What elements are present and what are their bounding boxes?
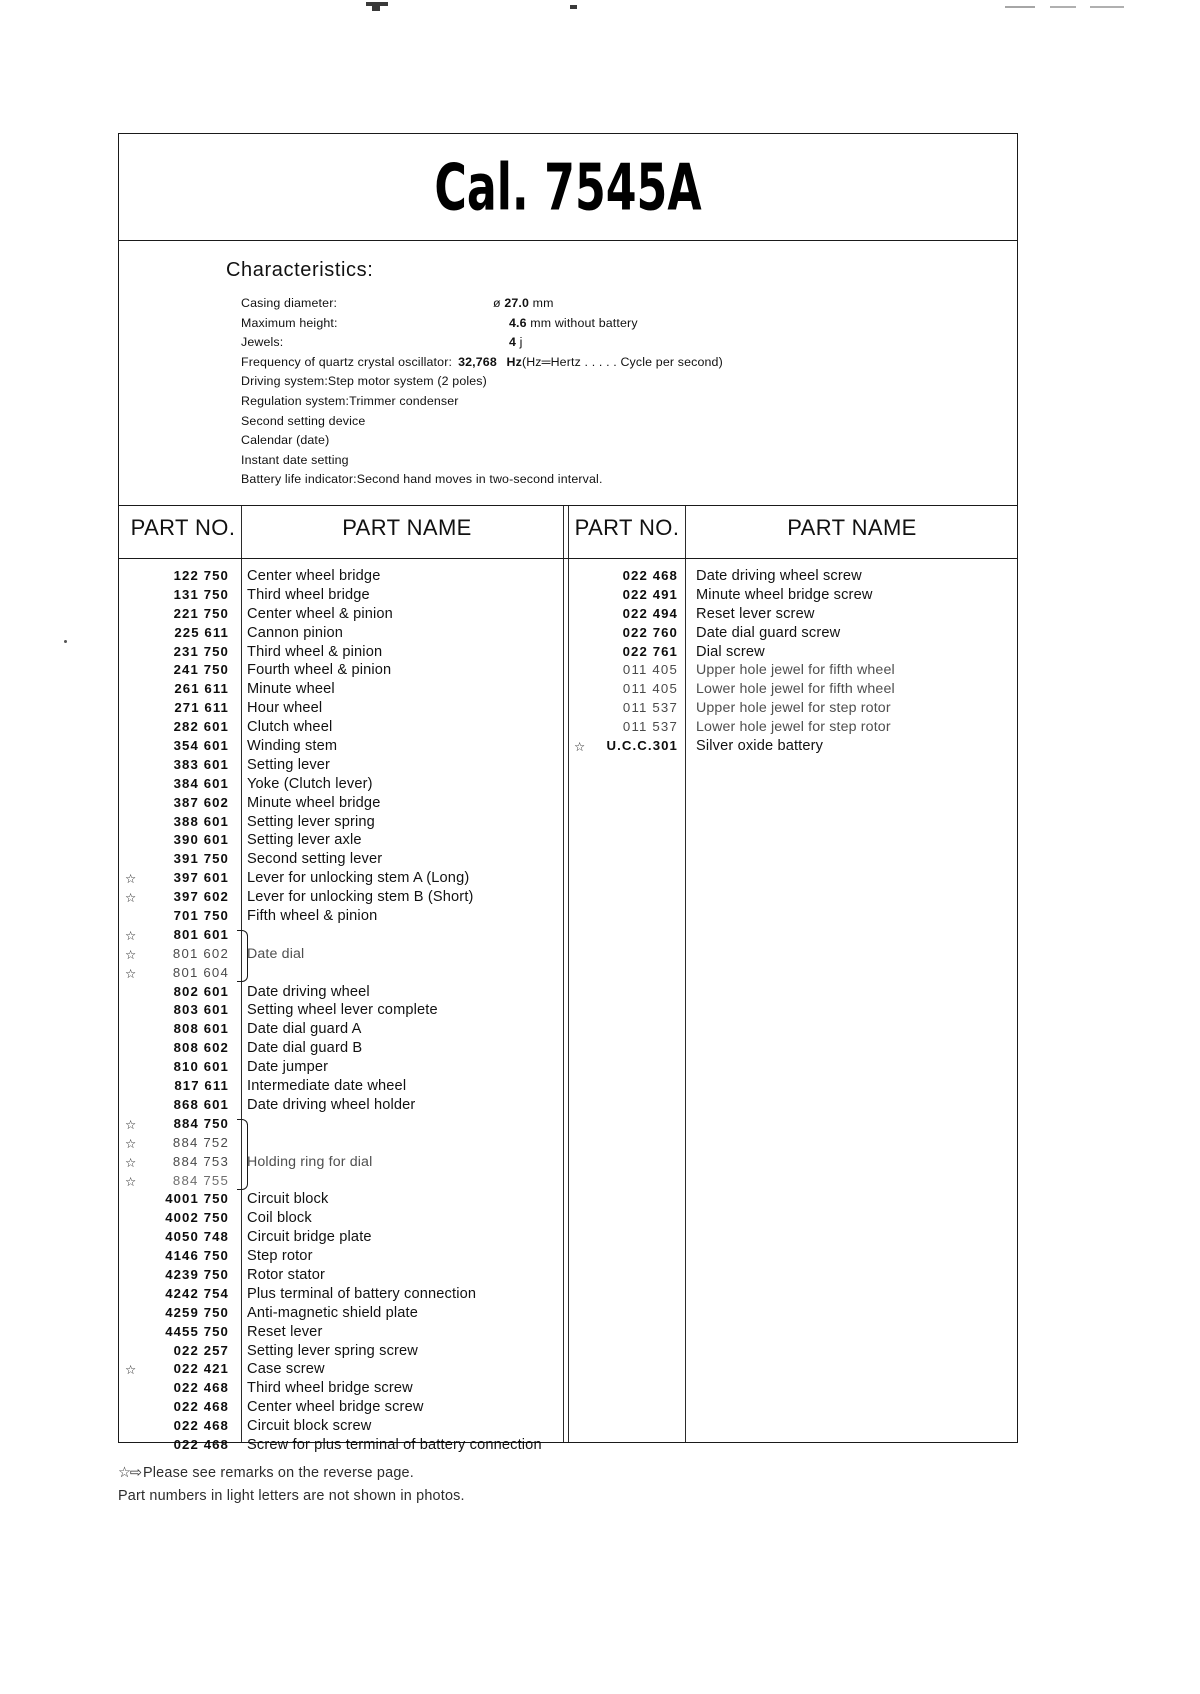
part-number: 701 750 [173, 908, 229, 924]
characteristic-row [241, 472, 981, 492]
part-number: 022 421 [173, 1361, 229, 1377]
part-name: Minute wheel bridge [247, 794, 381, 811]
star-icon: ☆ [125, 966, 137, 981]
characteristic-row [241, 433, 981, 453]
part-number: 810 601 [173, 1059, 229, 1075]
part-name: Date dial guard screw [696, 624, 841, 641]
part-number: 131 750 [173, 586, 229, 602]
part-number: 817 611 [174, 1078, 229, 1094]
parts-table [119, 506, 1017, 1453]
part-name: Second setting lever [247, 851, 383, 868]
star-icon: ☆ [125, 872, 137, 887]
parts-column-left [119, 568, 563, 1456]
table-row [119, 738, 563, 757]
characteristic-label: Driving system:Step motor system (2 poles) [241, 374, 487, 389]
characteristic-unit: Hz [506, 354, 522, 369]
characteristic-number: 4.6 [509, 315, 527, 330]
table-row [119, 1078, 563, 1097]
characteristic-label: Jewels: [241, 335, 284, 350]
characteristic-label: Instant date setting [241, 452, 349, 467]
part-name: Dial screw [696, 643, 765, 660]
part-name: Anti-magnetic shield plate [247, 1304, 419, 1321]
table-row [568, 738, 1013, 757]
part-number: 384 601 [173, 775, 229, 791]
table-row [119, 1097, 563, 1116]
table-row [119, 719, 563, 738]
part-number: 4001 750 [165, 1191, 229, 1207]
footer-notes [118, 1462, 878, 1508]
characteristic-row [241, 335, 981, 355]
part-name: Yoke (Clutch lever) [247, 775, 373, 792]
part-number: 868 601 [173, 1096, 229, 1112]
table-row [119, 1173, 563, 1192]
part-name: Center wheel & pinion [247, 605, 393, 622]
part-number: 801 604 [172, 964, 229, 980]
characteristic-label: Battery life indicator:Second hand moves in two-second interval. [241, 472, 603, 487]
part-number: 4242 754 [165, 1285, 229, 1301]
part-name: Date dial guard B [247, 1040, 363, 1057]
scan-artifact-top-5 [1050, 6, 1076, 8]
table-row [568, 644, 1013, 663]
part-name: Setting wheel lever complete [247, 1002, 438, 1019]
star-icon: ☆ [125, 1174, 137, 1189]
part-name: Plus terminal of battery connection [247, 1285, 477, 1302]
part-number: 4259 750 [165, 1304, 229, 1320]
table-row [119, 1418, 563, 1437]
part-name: Date driving wheel screw [696, 568, 862, 584]
part-name: Date driving wheel holder [247, 1096, 416, 1113]
part-number: U.C.C.301 [606, 738, 678, 754]
characteristic-note: without battery [554, 315, 638, 330]
star-icon: ☆ [125, 1363, 137, 1378]
characteristic-unit: j [519, 335, 523, 350]
part-name: Step rotor [247, 1248, 313, 1265]
part-name: Reset lever screw [696, 605, 815, 622]
part-number: 387 602 [173, 794, 229, 810]
header-part-no-left: PART NO. [130, 515, 236, 540]
characteristics-heading: Characteristics: [226, 259, 374, 281]
part-number: 122 750 [173, 568, 229, 583]
part-name: Silver oxide battery [696, 738, 824, 755]
table-row [568, 568, 1013, 587]
part-number: 397 602 [173, 889, 229, 905]
scan-artifact-margin-dot [64, 640, 67, 643]
table-row [119, 927, 563, 946]
table-row [119, 1248, 563, 1267]
table-row [119, 814, 563, 833]
star-icon: ☆ [125, 891, 137, 906]
table-row [119, 1021, 563, 1040]
characteristic-unit: mm [532, 296, 554, 310]
part-name: Minute wheel [247, 681, 335, 698]
characteristic-number: 27.0 [504, 296, 530, 310]
table-row [119, 662, 563, 681]
part-number: 011 537 [622, 719, 678, 735]
table-row [119, 681, 563, 700]
characteristic-label: Regulation system:Trimmer condenser [241, 393, 459, 408]
table-row [119, 1210, 563, 1229]
table-row [568, 606, 1013, 625]
characteristic-value [509, 335, 523, 349]
part-name: Clutch wheel [247, 719, 333, 736]
table-row [119, 1380, 563, 1399]
table-row [568, 662, 1013, 681]
part-number: 383 601 [173, 756, 229, 772]
diameter-symbol: ø [493, 296, 501, 310]
table-row [119, 606, 563, 625]
table-row [119, 832, 563, 851]
part-number: 022 468 [173, 1418, 229, 1434]
characteristic-row [241, 296, 981, 316]
part-number: 884 752 [172, 1134, 229, 1150]
part-number: 011 405 [622, 681, 678, 697]
table-header-row [119, 506, 1017, 559]
table-row [119, 1040, 563, 1059]
star-icon: ☆ [125, 928, 137, 943]
part-name: Date dial [247, 945, 305, 962]
part-name: Date driving wheel [247, 983, 370, 1000]
part-number: 801 602 [172, 945, 229, 961]
table-row [119, 870, 563, 889]
part-number: 884 755 [172, 1172, 229, 1188]
table-row [119, 1154, 563, 1173]
footer-note-1-text: Please see remarks on the reverse page. [142, 1465, 414, 1481]
characteristic-label: Calendar (date) [241, 433, 330, 448]
table-row [119, 644, 563, 663]
star-icon: ☆ [125, 947, 137, 962]
table-row [119, 1305, 563, 1324]
characteristic-unit: mm [530, 315, 552, 330]
part-name: Fourth wheel & pinion [247, 662, 392, 679]
part-name: Rotor stator [247, 1266, 326, 1283]
characteristic-label: Maximum height: [241, 315, 338, 330]
table-row [119, 1267, 563, 1286]
header-part-no-right: PART NO. [574, 515, 680, 540]
characteristic-row [241, 414, 981, 434]
part-name: Winding stem [247, 738, 338, 755]
part-name: Screw for plus terminal of battery connection [247, 1436, 542, 1453]
part-number: 4239 750 [165, 1266, 229, 1282]
footer-note-2: Part numbers in light letters are not shown in photos. [118, 1488, 465, 1504]
part-name: Setting lever [247, 756, 331, 773]
table-row [119, 568, 563, 587]
part-number: 261 611 [174, 681, 229, 697]
table-body [119, 558, 1017, 1453]
part-name: Holding ring for dial [247, 1153, 373, 1170]
part-number: 390 601 [173, 832, 229, 848]
part-number: 022 494 [622, 605, 678, 621]
part-number: 884 753 [172, 1153, 229, 1169]
part-name: Setting lever axle [247, 832, 362, 849]
table-row [119, 587, 563, 606]
part-number: 801 601 [173, 926, 229, 942]
part-number: 221 750 [173, 605, 229, 621]
characteristic-row [241, 355, 981, 375]
part-number: 225 611 [174, 624, 229, 640]
part-number: 802 601 [173, 983, 229, 999]
part-name: Circuit block [247, 1191, 329, 1208]
part-name: Date dial guard A [247, 1021, 362, 1038]
characteristic-row [241, 316, 981, 336]
part-number: 271 611 [174, 700, 229, 716]
characteristic-row [241, 453, 981, 473]
part-number: 397 601 [173, 870, 229, 886]
table-row [119, 625, 563, 644]
table-row [119, 1191, 563, 1210]
scan-artifact-top-2 [372, 6, 380, 11]
part-name: Intermediate date wheel [247, 1078, 407, 1095]
table-row [119, 1059, 563, 1078]
table-row [568, 681, 1013, 700]
table-row [119, 1437, 563, 1456]
characteristic-label: Second setting device [241, 413, 366, 428]
table-row [119, 1361, 563, 1380]
table-row [119, 889, 563, 908]
table-row [119, 700, 563, 719]
part-name: Lower hole jewel for step rotor [696, 719, 891, 736]
characteristics-list [241, 296, 981, 492]
part-name: Fifth wheel & pinion [247, 908, 378, 925]
part-name: Case screw [247, 1361, 325, 1378]
table-row [568, 700, 1013, 719]
part-number: 022 761 [622, 643, 678, 659]
part-name: Lower hole jewel for fifth wheel [696, 681, 895, 698]
table-row [119, 1135, 563, 1154]
part-name: Circuit block screw [247, 1418, 372, 1435]
header-part-name-left: PART NAME [342, 515, 472, 540]
scan-artifact-top-3 [570, 5, 577, 9]
part-name: Lever for unlocking stem A (Long) [247, 870, 470, 887]
part-number: 388 601 [173, 813, 229, 829]
table-row [119, 851, 563, 870]
characteristic-note: (Hz═Hertz . . . . . Cycle per second) [521, 354, 723, 369]
star-icon: ☆ [125, 1117, 137, 1132]
part-number: 884 750 [173, 1115, 229, 1131]
table-row [119, 1399, 563, 1418]
table-row [568, 587, 1013, 606]
parts-column-right [568, 568, 1013, 757]
part-name: Center wheel bridge [247, 568, 381, 584]
part-name: Third wheel & pinion [247, 643, 383, 660]
table-row [568, 625, 1013, 644]
table-row [119, 965, 563, 984]
table-row [119, 1324, 563, 1343]
part-number: 022 468 [173, 1399, 229, 1415]
part-number: 803 601 [173, 1002, 229, 1018]
part-name: Cannon pinion [247, 624, 344, 641]
part-name: Minute wheel bridge screw [696, 586, 873, 603]
characteristic-value [493, 296, 554, 310]
star-icon: ☆ [125, 1155, 137, 1170]
part-number: 4002 750 [165, 1210, 229, 1226]
part-number: 022 760 [622, 624, 678, 640]
part-name: Date jumper [247, 1059, 329, 1076]
part-number: 808 601 [173, 1021, 229, 1037]
title-band [119, 134, 1017, 241]
part-name: Third wheel bridge [247, 586, 370, 603]
star-arrow-icon: ☆⇨ [118, 1465, 141, 1481]
part-number: 022 257 [173, 1342, 229, 1358]
table-row [119, 1286, 563, 1305]
part-number: 011 405 [622, 662, 678, 678]
table-row [119, 1116, 563, 1135]
table-row [119, 795, 563, 814]
scan-artifact-top-6 [1090, 6, 1124, 8]
part-name: Setting lever spring [247, 813, 375, 830]
part-name: Center wheel bridge screw [247, 1399, 424, 1416]
part-number: 231 750 [173, 643, 229, 659]
part-number: 241 750 [173, 662, 229, 678]
header-part-name-right: PART NAME [787, 515, 917, 540]
characteristics-section [119, 241, 1017, 506]
characteristic-value [509, 316, 638, 330]
part-name: Lever for unlocking stem B (Short) [247, 889, 474, 906]
part-number: 011 537 [622, 700, 678, 716]
part-number: 808 602 [173, 1040, 229, 1056]
characteristic-number: 32,768 [458, 354, 497, 369]
table-row [119, 776, 563, 795]
part-name: Hour wheel [247, 700, 323, 717]
part-name: Circuit bridge plate [247, 1229, 372, 1246]
table-row [119, 984, 563, 1003]
part-number: 022 468 [173, 1380, 229, 1396]
part-number: 022 468 [173, 1436, 229, 1452]
characteristic-label: Casing diameter: [241, 296, 338, 310]
part-number: 391 750 [173, 851, 229, 867]
part-number: 4146 750 [165, 1248, 229, 1264]
part-number: 354 601 [173, 738, 229, 754]
part-name: Setting lever spring screw [247, 1342, 418, 1359]
document-frame [118, 133, 1018, 1453]
table-row [119, 946, 563, 965]
table-row [119, 1229, 563, 1248]
characteristic-label: Frequency of quartz crystal oscillator: [241, 354, 453, 369]
characteristic-number: 4 [509, 335, 517, 350]
star-icon: ☆ [125, 1136, 137, 1151]
part-name: Reset lever [247, 1323, 323, 1340]
table-row [119, 1343, 563, 1362]
scan-artifact-top-4 [1005, 6, 1035, 8]
table-row [568, 719, 1013, 738]
characteristic-row [241, 374, 981, 394]
star-icon: ☆ [574, 740, 586, 755]
part-number: 022 491 [622, 586, 678, 602]
part-name: Upper hole jewel for fifth wheel [696, 662, 895, 679]
part-number: 022 468 [622, 568, 678, 583]
characteristic-row [241, 394, 981, 414]
part-number: 4050 748 [165, 1229, 229, 1245]
part-number: 4455 750 [165, 1323, 229, 1339]
part-name: Upper hole jewel for step rotor [696, 700, 891, 717]
part-number: 282 601 [173, 719, 229, 735]
part-name: Third wheel bridge screw [247, 1380, 413, 1397]
table-row [119, 1002, 563, 1021]
part-name: Coil block [247, 1210, 312, 1227]
page-title: Cal. 7545A [434, 149, 702, 225]
table-row [119, 908, 563, 927]
footer-note-1 [118, 1462, 878, 1485]
table-row [119, 757, 563, 776]
